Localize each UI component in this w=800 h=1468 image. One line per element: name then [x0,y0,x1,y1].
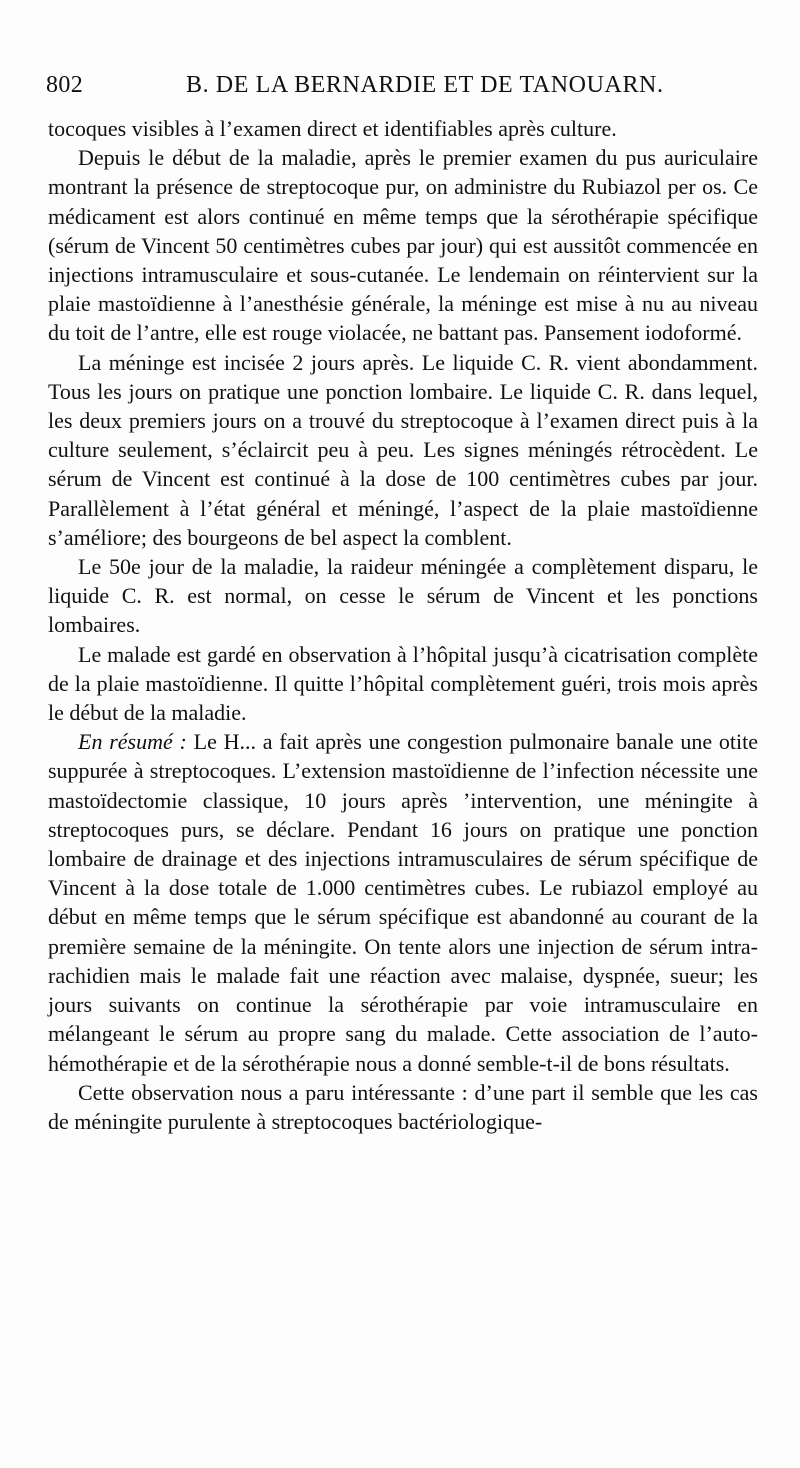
paragraph-text: Le H... a fait après une congestion pulmonaire banale une otite suppurée à streptocoques. L’extension mastoïdienne de l’infection nécessite une mastoïdectomie classique, 10 jours après ’intervention, une méningite à streptocoques purs, se déclare. Pendant 16 jours on pratique une ponction lombaire de drainage et des injections intramusculaires de sérum spécifique de Vincent à la dose totale de 1.000 centimètres cubes. Le rubiazol employé au début en même temps que le sérum spécifique est abandonné au courant de la première semaine de la méningite. On tente alors une injection de sérum intra-rachidien mais le malade fait une réaction avec malaise, dyspnée, sueur; les jours suivants on continue la sérothérapie par voie intramusculaire en mélangeant le sérum au propre sang du malade. Cette association de l’auto-hémothérapie et de la sérothérapie nous a donné semble-t-il de bons résultats. [48,729,758,1076]
paragraph [48,143,758,347]
paragraph-text: Cette observation nous a paru intéressante : d’une part il semble que les cas de méningite purulente à streptocoques bactériologique- [48,1079,758,1134]
paragraph [48,348,758,552]
summary-paragraph [48,727,758,1077]
paragraph-text: Le 50e jour de la maladie, la raideur méningée a complètement disparu, le liquide C. R. est normal, on cesse le sérum de Vincent et les ponctions lombaires. [48,554,758,638]
paragraph-text: Le malade est gardé en observation à l’hôpital jusqu’à cicatrisation complète de la plaie mastoïdienne. Il quitte l’hôpital complètement guéri, trois mois après le début de la maladie. [48,641,758,726]
page-number: 802 [46,72,84,98]
body-text [48,114,758,1136]
paragraph [48,552,758,640]
paragraph-text: Depuis le début de la maladie, après le premier examen du pus auriculaire montrant la présence de streptocoque pur, on administre du Rubiazol per os. Ce médicament est alors continué en même temps que la sérothérapie spécifique (sérum de Vincent 50 centimètres cubes par jour) qui est aussitôt commencée en injections intramusculaire et sous-cutanée. Le lendemain on réintervient sur la plaie mastoïdienne à l’anesthésie générale, la méninge est mise à nu au niveau du toit de l’antre, elle est rouge violacée, ne battant pas. Pansement iodoformé. [48,145,758,346]
paragraph [48,1078,758,1136]
summary-lead: En résumé : [78,729,187,755]
page-header [46,72,758,106]
paragraph-continuation [48,114,758,143]
paragraph [48,640,758,728]
paragraph-text: tocoques visibles à l’examen direct et identifiables après culture. [48,116,617,141]
running-head: B. DE LA BERNARDIE ET DE TANOUARN. [186,72,664,98]
paragraph-text: La méninge est incisée 2 jours après. Le liquide C. R. vient abondamment. Tous les jours on pratique une ponction lombaire. Le liquide C. R. dans lequel, les deux premiers jours on a trouvé du streptocoque à l’examen direct puis à la culture seulement, s’éclaircit peu à peu. Les signes méningés rétrocèdent. Le sérum de Vincent est continué à la dose de 100 centimètres cubes par jour. Parallèlement à l’état général et méningé, l’aspect de la plaie mastoïdienne s’améliore; des bourgeons de bel aspect la comblent. [48,349,758,550]
